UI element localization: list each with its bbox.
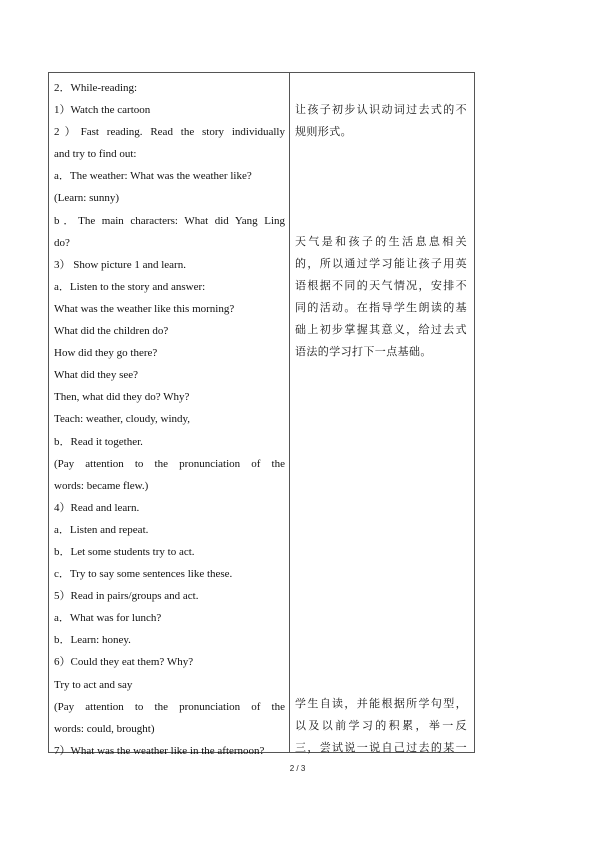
page-number: 2 / 3 [289,764,306,773]
note-line: 同的活动。在指导学生朗读的基 [295,301,467,315]
note-line: 语法的学习打下一点基础。 [295,345,432,359]
procedure-line: How did they go there? [54,347,158,360]
note-line: 以及以前学习的积累，举一反 [295,719,467,733]
note-line: 让孩子初步认识动词过去式的不 [295,103,467,116]
procedure-line: Try to act and say [54,678,133,691]
procedure-line: Then, what did they do? Why? [54,391,190,404]
procedure-line: 1）Watch the cartoon [54,104,151,117]
lesson-table [48,72,475,757]
procedure-line: words: became flew.) [54,479,149,492]
procedure-line: b．Let some students try to act. [54,545,195,558]
procedure-line: a．Listen and repeat. [54,523,149,536]
procedure-line: (Pay attention to the pronunciation of the [54,457,285,470]
note-line: 规则形式。 [295,125,352,139]
procedure-line: 6）Could they eat them? Why? [54,656,194,669]
design-note-irregular-verbs [295,99,467,143]
column-divider [289,73,290,752]
procedure-line: 4）Read and learn. [54,501,140,514]
procedure-line: 5）Read in pairs/groups and act. [54,590,199,603]
note-line: 三，尝试说一说自己过去的某一 [295,741,467,755]
procedure-line: (Pay attention to the pronunciation of the [54,700,285,713]
procedure-line: a．Listen to the story and answer: [54,280,206,293]
note-line: 础上初步掌握其意义，给过去式 [295,323,467,337]
procedure-line: 2）Fast reading. Read the story individually [54,126,285,139]
design-note-self-reading [295,693,467,759]
procedure-line: b．Learn: honey. [54,634,131,647]
note-line: 学生自读，并能根据所学句型， [295,697,467,710]
procedure-line: a．What was for lunch? [54,612,162,625]
procedure-line: and try to find out: [54,148,137,161]
procedure-line: do? [54,236,70,249]
procedure-line: 7）What was the weather like in the afternoon? [54,744,265,757]
note-line: 天气是和孩子的生活息息相关 [295,235,467,248]
procedure-line: b．The main characters: What did Yang Ling [54,214,285,227]
procedure-line: c．Try to say some sentences like these. [54,568,233,581]
procedure-column [54,77,285,762]
procedure-line: 2．While-reading: [54,82,138,94]
design-note-weather [295,231,467,364]
procedure-line: What did they see? [54,369,138,382]
procedure-line: What was the weather like this morning? [54,302,235,315]
procedure-line: 3） Show picture 1 and learn. [54,258,186,271]
procedure-line: b．Read it together. [54,435,143,448]
procedure-line: (Learn: sunny) [54,192,120,205]
procedure-line: What did the children do? [54,325,169,338]
procedure-line: a．The weather: What was the weather like? [54,170,252,183]
procedure-line: Teach: weather, cloudy, windy, [54,413,191,426]
note-line: 语根据不同的天气情况，安排不 [295,279,467,293]
note-line: 的，所以通过学习能让孩子用英 [295,257,467,271]
procedure-line: words: could, brought) [54,722,155,735]
